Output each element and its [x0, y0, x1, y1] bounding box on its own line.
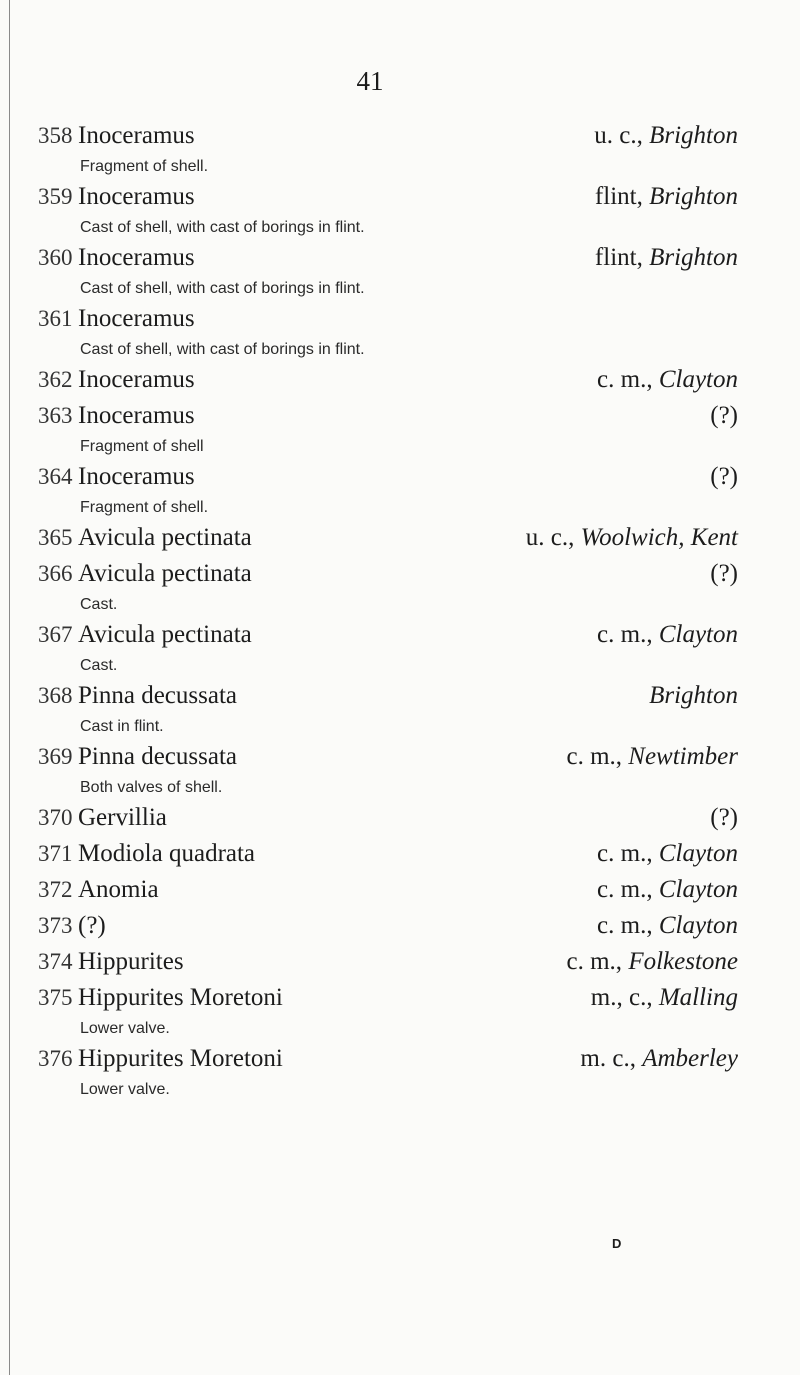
- entry-number: 364: [38, 464, 73, 489]
- entry-main-line: [38, 944, 738, 980]
- catalogue-entry: [38, 556, 738, 617]
- specimen-note: Fragment of shell.: [80, 499, 209, 516]
- catalogue-entry: [38, 520, 738, 556]
- page-number: 41: [356, 66, 384, 96]
- specimen-note: Cast in flint.: [80, 718, 164, 735]
- specimen-name: Pinna decussata: [78, 682, 237, 709]
- entry-main-line: [38, 980, 738, 1016]
- specimen-note: Cast of shell, with cast of borings in flint.: [80, 341, 365, 358]
- locality-place: Brighton: [649, 244, 738, 271]
- entry-locality: [710, 459, 738, 495]
- catalogue-entry: [38, 617, 738, 678]
- locality-formation: (?): [710, 402, 738, 429]
- specimen-name: Hippurites: [78, 948, 184, 975]
- locality-place: Brighton: [649, 122, 738, 149]
- locality-formation: flint,: [594, 183, 650, 210]
- entry-number: 361: [38, 306, 73, 331]
- catalogue-list: [38, 118, 738, 1102]
- entry-locality: [595, 240, 738, 276]
- locality-place: Clayton: [658, 912, 738, 939]
- catalogue-entry: [38, 678, 738, 739]
- locality-formation: u. c.,: [525, 524, 581, 551]
- entry-locality: [649, 678, 738, 714]
- locality-place: Clayton: [658, 840, 738, 867]
- entry-main-line: [38, 678, 738, 714]
- specimen-name: Inoceramus: [78, 366, 195, 393]
- catalogue-entry: [38, 362, 738, 398]
- entry-locality: [597, 872, 738, 908]
- catalogue-entry: [38, 980, 738, 1041]
- catalogue-entry: [38, 872, 738, 908]
- entry-number: 360: [38, 245, 73, 270]
- specimen-name: Gervillia: [78, 804, 167, 831]
- catalogue-entry: [38, 240, 738, 301]
- entry-main-line: [38, 459, 738, 495]
- entry-main-line: [38, 556, 738, 592]
- locality-place: Folkestone: [628, 948, 738, 975]
- entry-main-line: [38, 301, 738, 337]
- locality-formation: c. m.,: [597, 621, 659, 648]
- entry-number: 374: [38, 949, 73, 974]
- entry-locality: [591, 980, 738, 1016]
- entry-locality: [597, 617, 738, 653]
- entry-number: 359: [38, 184, 73, 209]
- specimen-name: Modiola quadrata: [78, 840, 256, 867]
- locality-place: Clayton: [658, 621, 738, 648]
- locality-place: Malling: [658, 984, 738, 1011]
- locality-place: Clayton: [658, 876, 738, 903]
- specimen-note: Fragment of shell.: [80, 158, 209, 175]
- entry-locality: [710, 556, 738, 592]
- locality-place: Brighton: [649, 183, 738, 210]
- specimen-name: Inoceramus: [78, 183, 195, 210]
- locality-formation: c. m.,: [597, 912, 659, 939]
- specimen-name: Hippurites Moretoni: [78, 1045, 283, 1072]
- specimen-name: Avicula pectinata: [78, 621, 252, 648]
- entry-main-line: [38, 118, 738, 154]
- locality-formation: (?): [710, 804, 738, 831]
- specimen-note: Fragment of shell: [80, 438, 204, 455]
- catalogue-entry: [38, 739, 738, 800]
- entry-number: 370: [38, 805, 73, 830]
- locality-formation: (?): [710, 560, 738, 587]
- locality-formation: c. m.,: [566, 948, 629, 975]
- catalogue-entry: [38, 459, 738, 520]
- specimen-name: Inoceramus: [78, 305, 195, 332]
- entry-main-line: [38, 800, 738, 836]
- specimen-note: Cast.: [80, 596, 118, 613]
- locality-place: Clayton: [658, 366, 738, 393]
- catalogue-entry: [38, 836, 738, 872]
- entry-main-line: [38, 520, 738, 556]
- locality-formation: c. m.,: [566, 743, 629, 770]
- specimen-name: Hippurites Moretoni: [78, 984, 283, 1011]
- entry-locality: [567, 944, 738, 980]
- entry-main-line: [38, 179, 738, 215]
- catalogue-entry: [38, 944, 738, 980]
- locality-place: Brighton: [649, 682, 738, 709]
- locality-formation: (?): [710, 463, 738, 490]
- entry-locality: [526, 520, 738, 556]
- entry-main-line: [38, 836, 738, 872]
- entry-number: 365: [38, 525, 73, 550]
- entry-number: 373: [38, 913, 73, 938]
- entry-main-line: [38, 739, 738, 775]
- entry-main-line: [38, 617, 738, 653]
- entry-main-line: [38, 398, 738, 434]
- specimen-note: Cast.: [80, 657, 118, 674]
- locality-formation: m. c.,: [580, 1045, 643, 1072]
- entry-locality: [710, 398, 738, 434]
- entry-number: 375: [38, 985, 73, 1010]
- specimen-note: Lower valve.: [80, 1020, 170, 1037]
- specimen-name: Inoceramus: [78, 402, 195, 429]
- locality-formation: flint,: [594, 244, 650, 271]
- specimen-name: Pinna decussata: [78, 743, 237, 770]
- catalogue-entry: [38, 908, 738, 944]
- catalogue-entry: [38, 301, 738, 362]
- locality-formation: u. c.,: [594, 122, 650, 149]
- entry-number: 366: [38, 561, 73, 586]
- entry-locality: [594, 118, 738, 154]
- specimen-note: Cast of shell, with cast of borings in flint.: [80, 219, 365, 236]
- entry-main-line: [38, 872, 738, 908]
- specimen-name: Inoceramus: [78, 122, 195, 149]
- specimen-name: Inoceramus: [78, 463, 195, 490]
- catalogue-entry: [38, 800, 738, 836]
- signature-mark: D: [612, 1236, 622, 1251]
- entry-number: 371: [38, 841, 73, 866]
- locality-formation: c. m.,: [597, 840, 659, 867]
- entry-number: 372: [38, 877, 73, 902]
- entry-number: 363: [38, 403, 73, 428]
- catalogue-entry: [38, 118, 738, 179]
- locality-formation: c. m.,: [597, 366, 659, 393]
- catalogue-entry: [38, 398, 738, 459]
- entry-main-line: [38, 240, 738, 276]
- entry-locality: [597, 362, 738, 398]
- locality-formation: c. m.,: [597, 876, 659, 903]
- entry-main-line: [38, 908, 738, 944]
- specimen-note: Both valves of shell.: [80, 779, 223, 796]
- entry-locality: [566, 739, 738, 775]
- locality-place: Woolwich, Kent: [580, 524, 738, 551]
- entry-locality: [595, 179, 738, 215]
- page-edge-rule: [9, 0, 10, 1375]
- entry-number: 369: [38, 744, 73, 769]
- specimen-note: Lower valve.: [80, 1081, 170, 1098]
- locality-place: Amberley: [642, 1045, 738, 1072]
- entry-main-line: [38, 362, 738, 398]
- locality-place: Newtimber: [628, 743, 738, 770]
- entry-number: 367: [38, 622, 73, 647]
- entry-locality: [710, 800, 738, 836]
- specimen-name: Avicula pectinata: [78, 524, 252, 551]
- entry-locality: [597, 908, 738, 944]
- entry-number: 376: [38, 1046, 73, 1071]
- specimen-note: Cast of shell, with cast of borings in flint.: [80, 280, 365, 297]
- entry-number: 358: [38, 123, 73, 148]
- catalogue-entry: [38, 179, 738, 240]
- specimen-name: Anomia: [78, 876, 159, 903]
- catalogue-entry: [38, 1041, 738, 1102]
- specimen-name: (?): [78, 912, 106, 939]
- entry-number: 362: [38, 367, 73, 392]
- entry-number: 368: [38, 683, 73, 708]
- locality-formation: m., c.,: [590, 984, 659, 1011]
- specimen-name: Inoceramus: [78, 244, 195, 271]
- entry-locality: [597, 836, 738, 872]
- entry-main-line: [38, 1041, 738, 1077]
- entry-locality: [580, 1041, 738, 1077]
- specimen-name: Avicula pectinata: [78, 560, 252, 587]
